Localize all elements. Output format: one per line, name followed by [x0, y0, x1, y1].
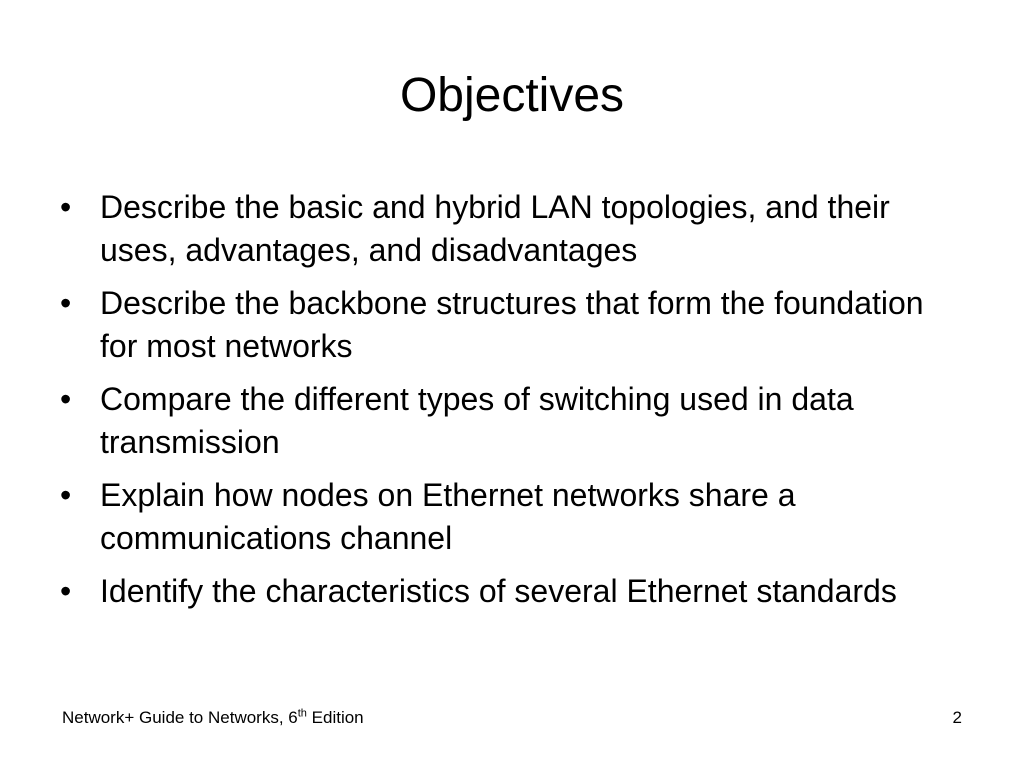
bullet-marker: •	[60, 381, 72, 417]
bullet-text: Explain how nodes on Ethernet networks share a communications channel	[100, 477, 796, 556]
bullet-text: Describe the backbone structures that form the foundation for most networks	[100, 285, 924, 364]
bullet-item	[60, 378, 960, 464]
slide-title: Objectives	[399, 69, 625, 122]
page-number: 2	[952, 708, 962, 727]
bullet-marker: •	[60, 477, 72, 513]
bullet-item	[60, 282, 960, 368]
bullet-marker: •	[60, 573, 72, 609]
bullet-list	[60, 186, 960, 623]
footer-title-main: Network+ Guide to Networks, 6	[62, 708, 298, 727]
bullet-marker: •	[60, 189, 72, 225]
bullet-text: Describe the basic and hybrid LAN topologies, and their uses, advantages, and disadvantages	[100, 189, 890, 268]
bullet-text: Identify the characteristics of several Ethernet standards	[100, 573, 897, 609]
bullet-item	[60, 474, 960, 560]
footer-title-suffix: Edition	[306, 708, 364, 727]
bullet-marker: •	[60, 285, 72, 321]
bullet-item	[60, 186, 960, 272]
bullet-item	[60, 570, 960, 613]
bullet-text: Compare the different types of switching used in data transmission	[100, 381, 854, 460]
footer-book-title	[62, 706, 364, 730]
footer-title-superscript: th	[297, 707, 307, 720]
